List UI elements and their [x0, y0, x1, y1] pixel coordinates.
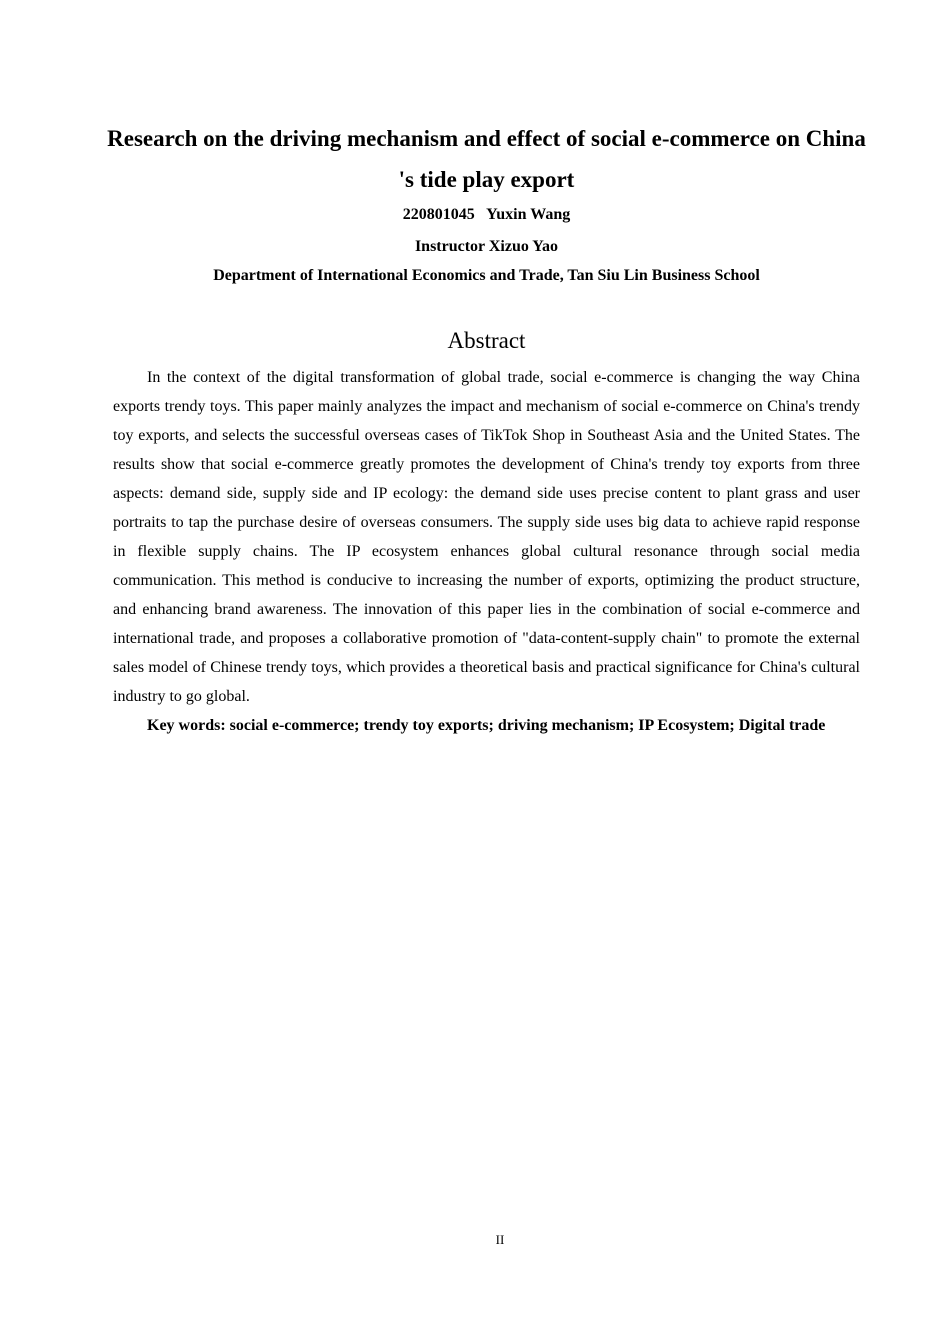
abstract-body: In the context of the digital transformation of global trade, social e-commerce is changing the way China exports trendy toys. This paper mainly analyzes the impact and mechanism of social e-commerce on China's trendy toy exports, and selects the successful overseas cases of TikTok Shop in Southeast Asia and the United States. The results show that social e-commerce greatly promotes the development of China's trendy toy exports from three aspects: demand side, supply side and IP ecology: the demand side uses precise content to plant grass and user portraits to tap the purchase desire of overseas consumers. The supply side uses big data to achieve rapid response in flexible supply chains. The IP ecosystem enhances global cultural resonance through social media communication. This method is conducive to increasing the number of exports, optimizing the product structure, and enhancing brand awareness. The innovation of this paper lies in the combination of social e-commerce and international trade, and proposes a collaborative promotion of "data-content-supply chain" to promote the external sales model of Chinese trendy toys, which provides a theoretical basis and practical significance for China's cultural industry to go global.	[113, 369, 860, 705]
paper-title: Research on the driving mechanism and effect of social e-commerce on China 's tide play export	[107, 126, 866, 192]
author-line: 220801045 Yuxin Wang	[402, 206, 571, 223]
page-number: II	[495, 1232, 505, 1247]
instructor-line: Instructor Xizuo Yao	[414, 238, 559, 255]
keywords-line: Key words: social e-commerce; trendy toy exports; driving mechanism; IP Ecosystem; Digital trade	[147, 717, 826, 734]
department-line: Department of International Economics and Trade, Tan Siu Lin Business School	[213, 267, 760, 284]
abstract-heading: Abstract	[447, 328, 526, 353]
